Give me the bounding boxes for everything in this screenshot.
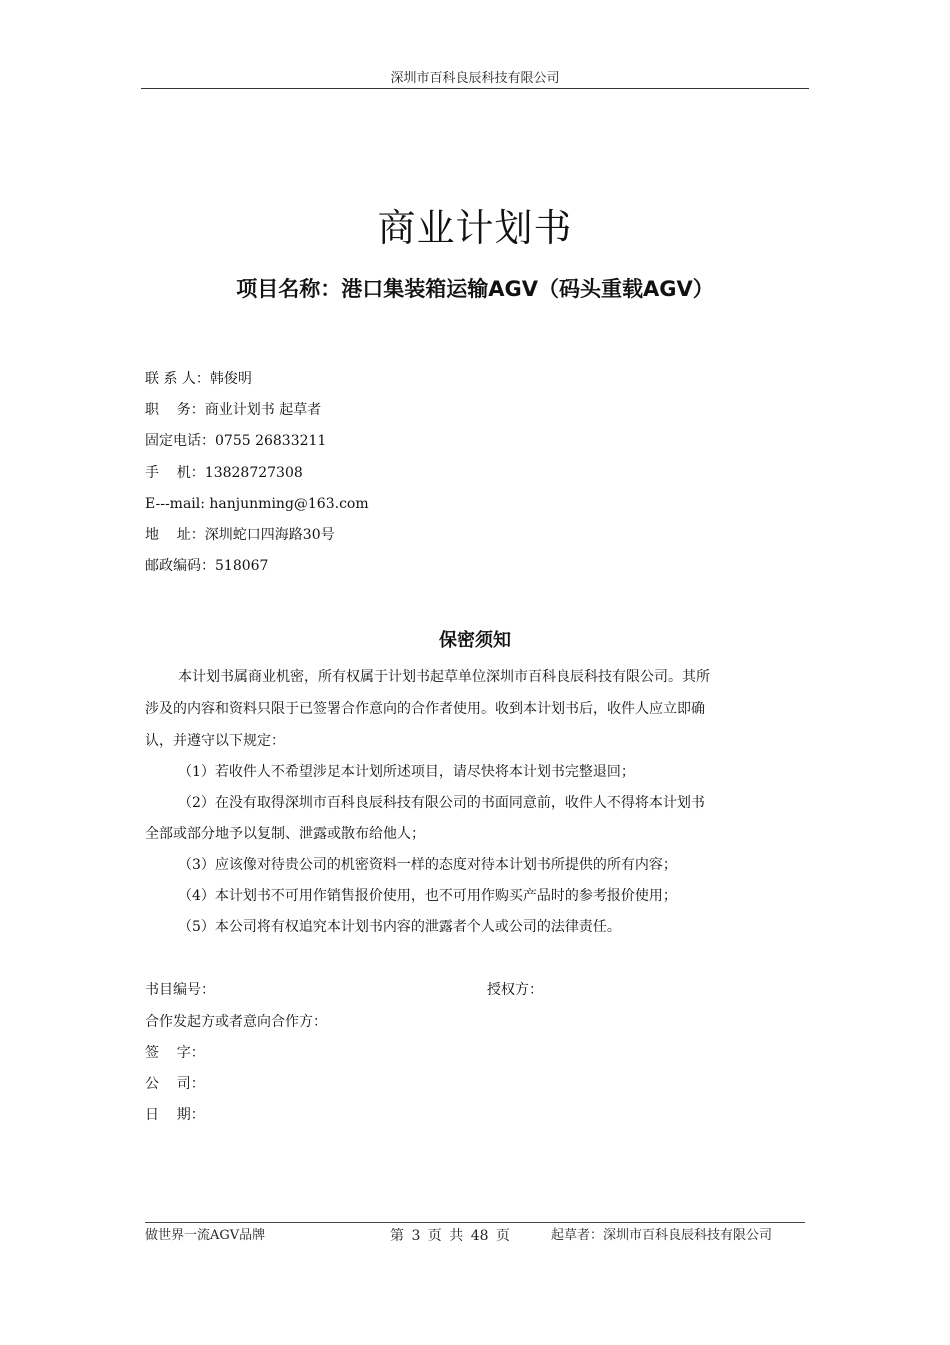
- footer-slogan: 做世界一流AGV品牌: [145, 1228, 266, 1243]
- notice-line: 本计划书属商业机密，所有权属于计划书起草单位深圳市百科良辰科技有限公司。其所: [178, 669, 710, 685]
- notice-rule-5: （5）本公司将有权追究本计划书内容的泄露者个人或公司的法律责任。: [178, 919, 621, 935]
- page-header-company: 深圳市百科良辰科技有限公司: [390, 71, 560, 86]
- date-label: 日 期：: [145, 1107, 205, 1123]
- footer-page-number: 第 3 页 共 48 页: [390, 1228, 510, 1244]
- footer-drafter: 起草者：深圳市百科良辰科技有限公司: [551, 1228, 773, 1243]
- contact-person: 联 系 人：韩俊明: [145, 371, 252, 387]
- notice-rule-4: （4）本计划书不可用作销售报价使用，也不可用作购买产品时的参考报价使用；: [178, 888, 677, 904]
- contact-address: 地 址：深圳蛇口四海路30号: [145, 527, 335, 543]
- project-title: 项目名称：港口集装箱运输AGV（码头重载AGV）: [236, 277, 714, 301]
- company-label: 公 司：: [145, 1076, 205, 1092]
- notice-rule-3: （3）应该像对待贵公司的机密资料一样的态度对待本计划书所提供的所有内容；: [178, 857, 677, 873]
- document-title: 商业计划书: [377, 206, 573, 250]
- contact-phone: 固定电话：0755 26833211: [145, 433, 327, 449]
- notice-line: 认，并遵守以下规定：: [145, 733, 285, 749]
- contact-position: 职 务：商业计划书 起草者: [145, 402, 322, 418]
- contact-postcode: 邮政编码：518067: [145, 558, 269, 574]
- notice-rule-1: （1）若收件人不希望涉足本计划所述项目，请尽快将本计划书完整退回；: [178, 764, 635, 780]
- notice-rule-2: （2）在没有取得深圳市百科良辰科技有限公司的书面同意前，收件人不得将本计划书: [178, 795, 705, 811]
- signature-label: 签 字：: [145, 1045, 205, 1061]
- notice-rule-2-cont: 全部或部分地予以复制、泄露或散布给他人；: [145, 826, 425, 842]
- contact-email: E---mail: hanjunming@163.com: [145, 496, 369, 512]
- notice-title: 保密须知: [439, 630, 511, 651]
- authorizer-label: 授权方：: [487, 982, 543, 998]
- footer-divider: [145, 1222, 805, 1223]
- book-number-label: 书目编号：: [145, 982, 215, 998]
- contact-mobile: 手 机：13828727308: [145, 465, 303, 481]
- partner-label: 合作发起方或者意向合作方：: [145, 1014, 327, 1030]
- notice-line: 涉及的内容和资料只限于已签署合作意向的合作者使用。收到本计划书后，收件人应立即确: [145, 701, 705, 717]
- header-divider: [141, 88, 809, 89]
